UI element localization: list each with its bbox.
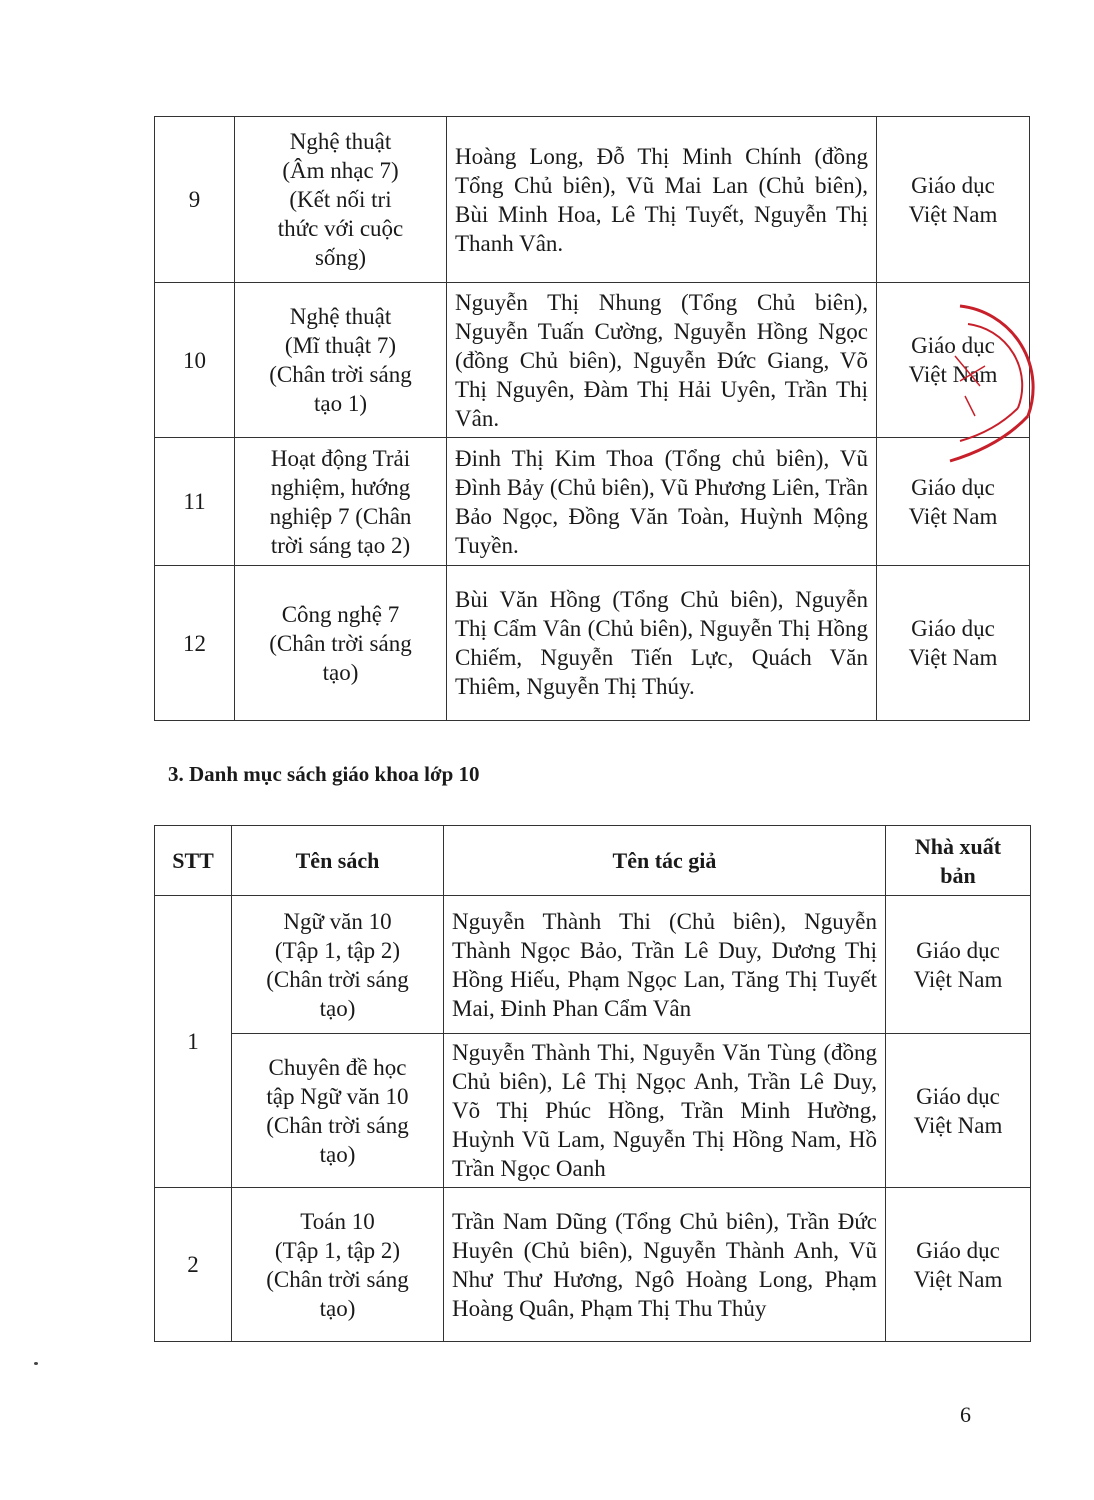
title-line: (Chân trời sáng: [269, 362, 412, 387]
title-line: nghiệm, hướng: [270, 474, 411, 500]
title-line: tạo): [319, 1295, 356, 1321]
book-authors: Hoàng Long, Đỗ Thị Minh Chính (đồng Tổng Chủ biên), Vũ Mai Lan (Chủ biên), Bùi Minh Hoa, Lê Thị Tuyết, Nguyễn Thị Thanh Vân.: [447, 117, 877, 283]
title-line: Chuyên đề học: [268, 1054, 407, 1080]
publisher: [886, 896, 1031, 1034]
publisher-line: Việt Nam: [913, 1112, 1003, 1138]
table-row: [155, 438, 1030, 566]
publisher-line: Giáo dục: [911, 474, 995, 500]
header-book-title: Tên sách: [232, 826, 444, 896]
row-number: 9: [155, 117, 235, 283]
publisher-line: Giáo dục: [916, 1237, 1000, 1263]
title-line: Ngữ văn 10: [283, 908, 392, 934]
title-line: (Âm nhạc 7): [282, 158, 399, 183]
publisher: [877, 117, 1030, 283]
publisher-line: Giáo dục: [916, 1083, 1000, 1109]
title-line: tập Ngữ văn 10: [266, 1083, 409, 1109]
table-row: [155, 896, 1031, 1034]
textbook-table-grade10: [154, 825, 1031, 1342]
title-line: sống): [314, 245, 367, 270]
title-line: tạo 1): [313, 391, 367, 416]
publisher: [886, 1034, 1031, 1188]
publisher-line: Giáo dục: [916, 937, 1000, 963]
title-line: nghiệp 7 (Chân: [269, 503, 412, 529]
title-line: (Kết nối tri: [289, 187, 392, 212]
title-line: tạo): [319, 1141, 356, 1167]
table-row: [155, 283, 1030, 438]
header-publisher-line: bản: [940, 862, 976, 888]
publisher-line: Việt Nam: [908, 362, 998, 387]
publisher-line: Giáo dục: [911, 616, 995, 641]
publisher-line: Việt Nam: [913, 966, 1003, 992]
title-line: tạo): [322, 659, 359, 685]
table-row: [155, 117, 1030, 283]
page-number: 6: [960, 1402, 971, 1427]
title-line: Nghệ thuật: [289, 129, 392, 154]
title-line: tạo): [319, 995, 356, 1021]
row-number: 11: [155, 438, 235, 566]
book-title: [235, 566, 447, 721]
publisher-line: Việt Nam: [908, 645, 998, 670]
title-line: (Tập 1, tập 2): [274, 937, 401, 963]
publisher: [886, 1188, 1031, 1342]
header-stt: STT: [155, 826, 232, 896]
header-publisher: [886, 826, 1031, 896]
header-publisher-line: Nhà xuất: [914, 833, 1002, 859]
book-title: [232, 1188, 444, 1342]
publisher-line: Việt Nam: [913, 1266, 1003, 1292]
title-line: (Tập 1, tập 2): [274, 1237, 401, 1263]
book-title: [232, 1034, 444, 1188]
title-line: thức với cuộc: [277, 216, 404, 241]
publisher: [877, 283, 1030, 438]
publisher-line: Giáo dục: [911, 333, 995, 358]
title-line: Công nghệ 7: [281, 601, 400, 627]
publisher-line: Giáo dục: [911, 172, 995, 198]
row-number: 2: [155, 1188, 232, 1342]
book-authors: Trần Nam Dũng (Tổng Chủ biên), Trần Đức Huyên (Chủ biên), Nguyễn Thành Anh, Vũ Như Thư Hương, Ngô Hoàng Long, Phạm Hoàng Quân, Phạm Thị Thu Thủy: [444, 1188, 886, 1342]
title-line: Hoạt động Trải: [270, 445, 411, 471]
publisher-line: Việt Nam: [908, 503, 998, 529]
book-title: [235, 117, 447, 283]
row-number: 12: [155, 566, 235, 721]
book-authors: Nguyễn Thành Thi (Chủ biên), Nguyễn Thành Ngọc Bảo, Trần Lê Duy, Dương Thị Hồng Hiếu, Phạm Ngọc Lan, Tăng Thị Tuyết Mai, Đinh Phan Cẩm Vân: [444, 896, 886, 1034]
title-line: Nghệ thuật: [289, 304, 392, 329]
title-line: (Chân trời sáng: [266, 966, 409, 992]
table-row: [155, 1188, 1031, 1342]
textbook-table-grade7-continued: [154, 116, 1030, 721]
row-number: 10: [155, 283, 235, 438]
table-row: [155, 1034, 1031, 1188]
book-authors: Bùi Văn Hồng (Tổng Chủ biên), Nguyễn Thị Cẩm Vân (Chủ biên), Nguyễn Thị Hồng Chiếm, Nguyễn Tiến Lực, Quách Văn Thiêm, Nguyễn Thị Thúy.: [447, 566, 877, 721]
book-title: [235, 283, 447, 438]
publisher: [877, 438, 1030, 566]
header-authors: Tên tác giả: [444, 826, 886, 896]
title-line: (Chân trời sáng: [266, 1112, 409, 1138]
book-title: [232, 896, 444, 1034]
book-authors: Nguyễn Thành Thi, Nguyễn Văn Tùng (đồng Chủ biên), Lê Thị Ngọc Anh, Trần Lê Duy, Võ Thị Phúc Hồng, Trần Minh Hường, Huỳnh Vũ Lam, Nguyễn Thị Hồng Nam, Hồ Trần Ngọc Oanh: [444, 1034, 886, 1188]
title-line: trời sáng tạo 2): [270, 532, 411, 558]
title-line: Toán 10: [300, 1208, 375, 1234]
row-number: 1: [155, 896, 232, 1188]
scan-speck: [34, 1362, 38, 1365]
table-row: [155, 566, 1030, 721]
book-authors: Đinh Thị Kim Thoa (Tổng chủ biên), Vũ Đình Bảy (Chủ biên), Vũ Phương Liên, Trần Bảo Ngọc, Đồng Văn Toàn, Huỳnh Mộng Tuyền.: [447, 438, 877, 566]
table-header-row: [155, 826, 1031, 896]
title-line: (Chân trời sáng: [269, 630, 412, 656]
section-heading: 3. Danh mục sách giáo khoa lớp 10: [168, 762, 480, 786]
book-title: [235, 438, 447, 566]
title-line: (Mĩ thuật 7): [284, 333, 397, 358]
book-authors: Nguyễn Thị Nhung (Tổng Chủ biên), Nguyễn Tuấn Cường, Nguyễn Hồng Ngọc (đồng Chủ biên), Nguyễn Đức Giang, Võ Thị Nguyên, Đàm Thị Hải Uyên, Trần Thị Vân.: [447, 283, 877, 438]
publisher: [877, 566, 1030, 721]
publisher-line: Việt Nam: [908, 201, 998, 227]
title-line: (Chân trời sáng: [266, 1266, 409, 1292]
